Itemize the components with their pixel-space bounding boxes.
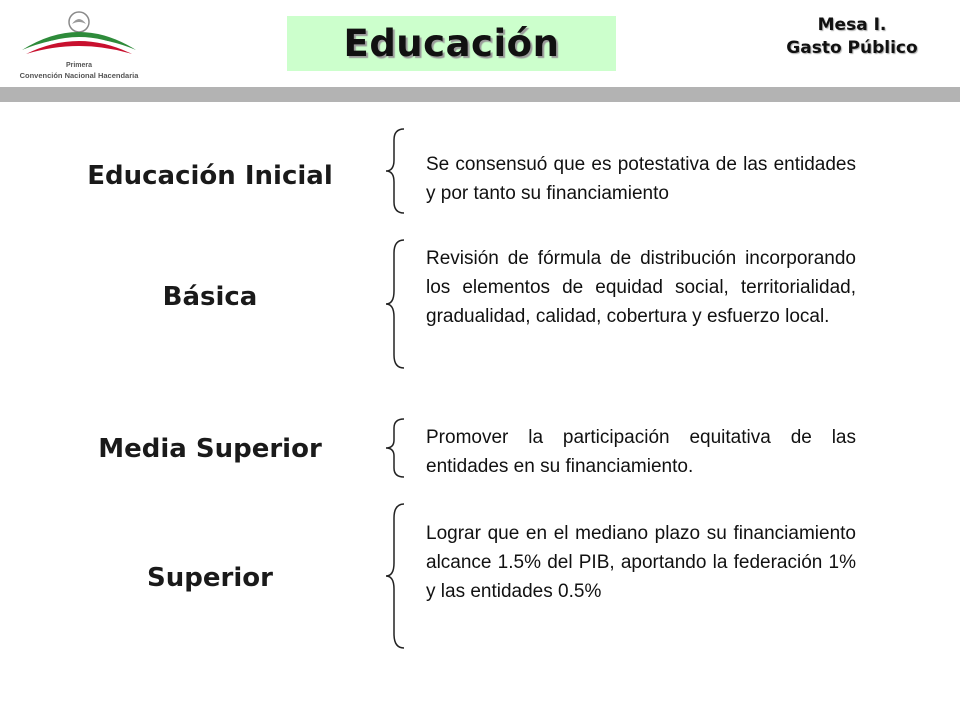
mesa-topic: Gasto Público: [786, 38, 918, 58]
description-basica: Revisión de fórmula de distribución incorporando los elementos de equidad social, territorialidad, gradualidad, calidad, cobertura y esfuerzo local.: [426, 248, 856, 327]
title-box: [287, 16, 616, 71]
description-educacion-inicial: Se consensuó que es potestativa de las entidades y por tanto su financiamiento: [426, 154, 856, 204]
category-superior: Superior: [147, 563, 273, 593]
category-educacion-inicial: Educación Inicial: [87, 161, 333, 191]
description-media-superior: Promover la participación equitativa de las entidades en su financiamiento.: [426, 427, 856, 477]
category-media-superior: Media Superior: [98, 434, 322, 464]
logo-caption-primera: Primera: [65, 62, 93, 69]
left-brace-icon: [380, 418, 410, 478]
page-title: Educación: [343, 22, 560, 65]
logo-caption-convention: Convención Nacional Hacendaria: [19, 71, 139, 80]
category-basica: Básica: [162, 282, 258, 312]
header-divider-bar: [0, 87, 960, 102]
left-brace-icon: [380, 239, 410, 369]
mesa-number: Mesa I.: [817, 15, 887, 35]
mesa-label: [762, 14, 942, 60]
convention-logo: [14, 6, 144, 82]
eagle-emblem-icon: [14, 6, 144, 62]
left-brace-icon: [380, 128, 410, 214]
description-superior: Lograr que en el mediano plazo su financiamiento alcance 1.5% del PIB, aportando la federación 1% y las entidades 0.5%: [426, 523, 856, 602]
left-brace-icon: [380, 503, 410, 649]
